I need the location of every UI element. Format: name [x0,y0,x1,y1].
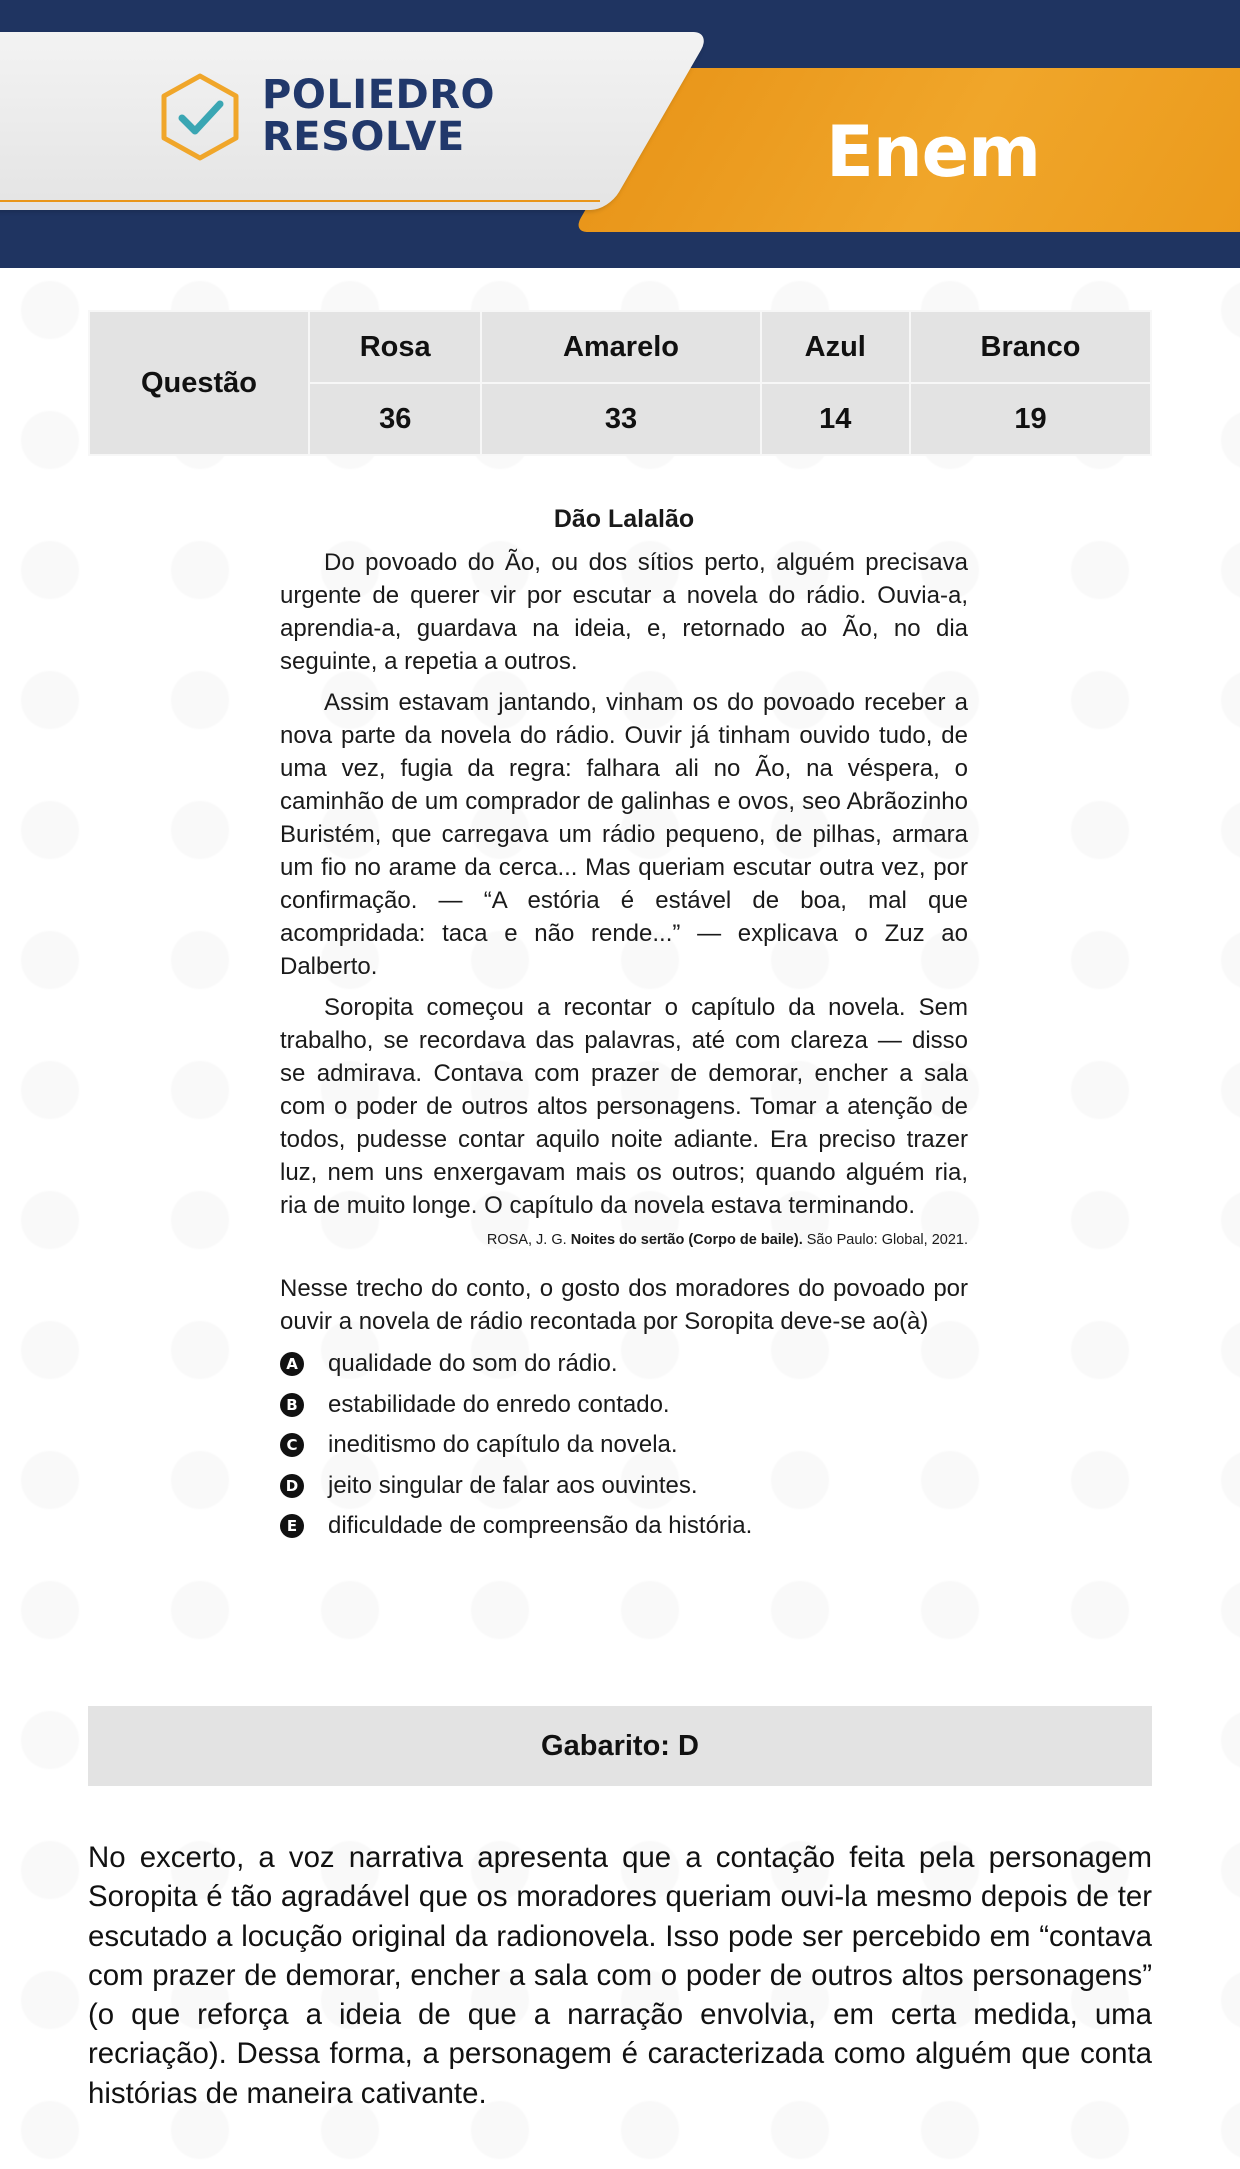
story-title: Dão Lalalão [553,505,695,533]
page-header [0,0,1240,268]
question-label: Questão [89,311,309,455]
resolution-text: No excerto, a voz narrativa apresenta que a contação feita pela personagem Soropita é tão agradável que os moradores queriam ouvi-la mesmo depois de ter escutado a locução original da radionovela. Isso pode ser percebido em “contava com prazer de demorar, encher a sala com o poder de outros altos personagens” (o que reforça a ideia de que a narração envolvia, em certa medida, uma recriação). Dessa forma, a personagem é caracterizada como alguém que conta histórias de maneira cativante. [88,1841,1152,2110]
option-text: jeito singular de falar aos ouvintes. [328,1471,698,1499]
answer-key-label: Gabarito: D [541,1729,699,1762]
option-letter-b: B [280,1393,304,1417]
question-number-azul: 14 [761,383,910,455]
story-paragraph: Soropita começou a recontar o capítulo da novela. Sem trabalho, se recordava das palavras, até com clareza — disso se admirava. Contava com prazer de demorar, encher a sala com o poder de outros altos personagens. Tomar a atenção de todos, pudesse contar aquilo noite adiante. Era preciso trazer luz, nem uns enxergavam mais os outros; quando alguém ria, ria de muito longe. O capítulo da novela estava terminando. [280,994,968,1219]
option-letter-e: E [280,1514,304,1538]
source-author: ROSA, J. G. [486,1232,567,1248]
source-work: Noites do sertão (Corpo de baile). [570,1232,803,1248]
answer-key-bar [88,1706,1152,1786]
story-paragraph: Do povoado do Ão, ou dos sítios perto, alguém precisava urgente de querer vir por escutar a novela do rádio. Ouvia-a, aprendia-a, guardava na ideia, e, retornado ao Ão, no dia seguinte, a repetia a outros. [280,549,968,675]
header-accent-line [0,200,600,202]
exam-title: Enem [826,111,1041,193]
question-number-table [88,310,1152,456]
booklet-color-branco: Branco [910,311,1151,383]
source-publisher: São Paulo: Global, 2021. [806,1232,968,1248]
option-c [280,1425,968,1466]
question-number-amarelo: 33 [481,383,760,455]
question-number-branco: 19 [910,383,1151,455]
question-stem: Nesse trecho do conto, o gosto dos moradores do povoado por ouvir a novela de rádio recontada por Soropita deve-se ao(à) [280,1275,968,1335]
option-text: dificuldade de compreensão da história. [328,1512,753,1540]
option-text: ineditismo do capítulo da novela. [328,1431,678,1459]
hexagon-check-icon [158,72,242,162]
question-number-rosa: 36 [309,383,481,455]
option-e [280,1506,968,1547]
brand-logo-text [262,74,495,158]
question-body [280,502,968,1547]
brand-line-2: RESOLVE [262,114,465,160]
booklet-color-rosa: Rosa [309,311,481,383]
option-letter-a: A [280,1352,304,1376]
story-paragraph: Assim estavam jantando, vinham os do povoado receber a nova parte da novela do rádio. Ouvir já tinham ouvido tudo, de uma vez, fugia da regra: falhara ali no Ão, na véspera, o caminhão de um comprador de galinhas e ovos, seo Abrãozinho Buristém, que carregava um rádio pequeno, de pilhas, armara um fio no arame da cerca... Mas queriam escutar outra vez, por confirmação. — “A estória é estável de boa, mal que acompridada: taca e não rende...” — explicava o Zuz ao Dalberto. [280,689,968,980]
option-b [280,1385,968,1426]
brand-line-1: POLIEDRO [262,72,496,118]
answer-options [280,1344,968,1547]
option-text: qualidade do som do rádio. [328,1350,618,1378]
option-a [280,1344,968,1385]
option-d [280,1466,968,1507]
booklet-color-amarelo: Amarelo [481,311,760,383]
booklet-color-azul: Azul [761,311,910,383]
source-citation [280,1230,968,1250]
option-letter-d: D [280,1474,304,1498]
option-text: estabilidade do enredo contado. [328,1390,670,1418]
option-letter-c: C [280,1433,304,1457]
